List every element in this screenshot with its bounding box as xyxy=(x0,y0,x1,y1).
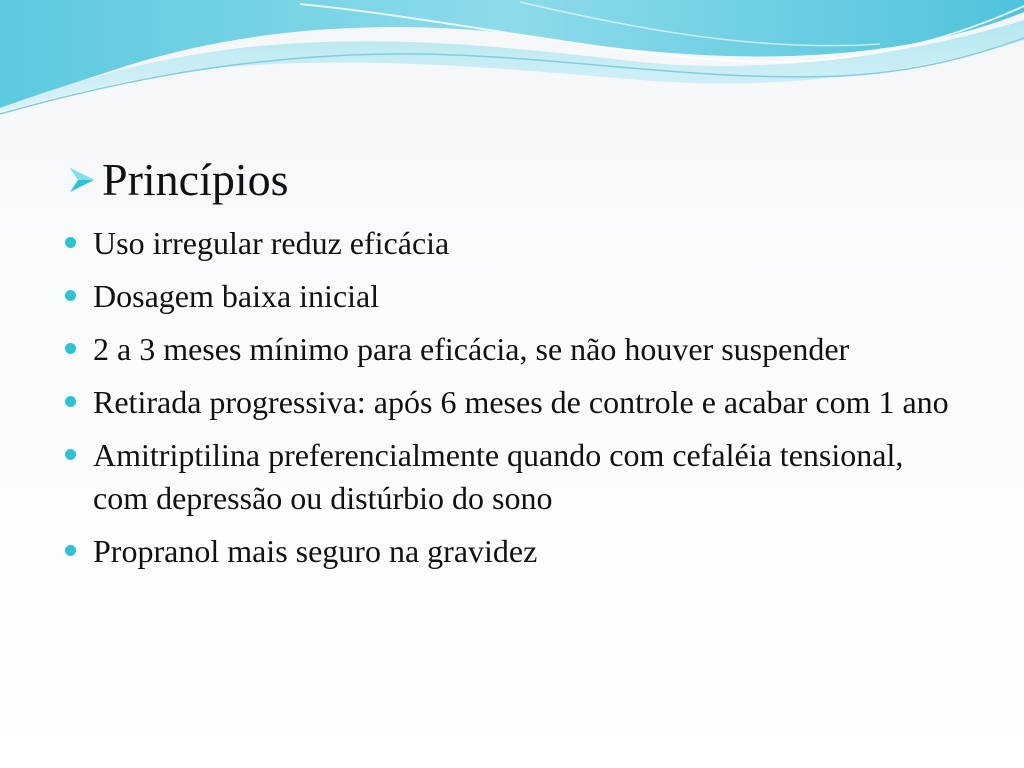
bullet-dot-icon xyxy=(65,449,76,460)
bullet-dot-icon xyxy=(65,396,76,407)
bullet-dot-icon xyxy=(65,343,76,354)
slide-heading xyxy=(66,152,289,208)
list-item xyxy=(64,381,964,424)
list-item-text: Retirada progressiva: após 6 meses de controle e acabar com 1 ano xyxy=(93,384,949,420)
list-item xyxy=(64,275,964,318)
list-item xyxy=(64,530,964,573)
bullet-dot-icon xyxy=(65,290,76,301)
list-item xyxy=(64,328,964,371)
bullet-list xyxy=(64,222,964,583)
list-item xyxy=(64,434,964,520)
list-item-text: Uso irregular reduz eficácia xyxy=(93,225,450,261)
bullet-dot-icon xyxy=(65,237,76,248)
list-item-text: Amitriptilina preferencialmente quando com cefaléia tensional, com depressão ou distúrbio do sono xyxy=(93,437,904,516)
arrow-bullet-icon xyxy=(66,164,98,196)
list-item-text: 2 a 3 meses mínimo para eficácia, se não houver suspender xyxy=(93,331,850,367)
list-item xyxy=(64,222,964,265)
list-item-text: Propranol mais seguro na gravidez xyxy=(93,533,538,569)
header-wave-decoration xyxy=(0,0,1024,130)
bullet-dot-icon xyxy=(65,545,76,556)
heading-text: Princípios xyxy=(102,154,289,205)
list-item-text: Dosagem baixa inicial xyxy=(93,278,380,314)
